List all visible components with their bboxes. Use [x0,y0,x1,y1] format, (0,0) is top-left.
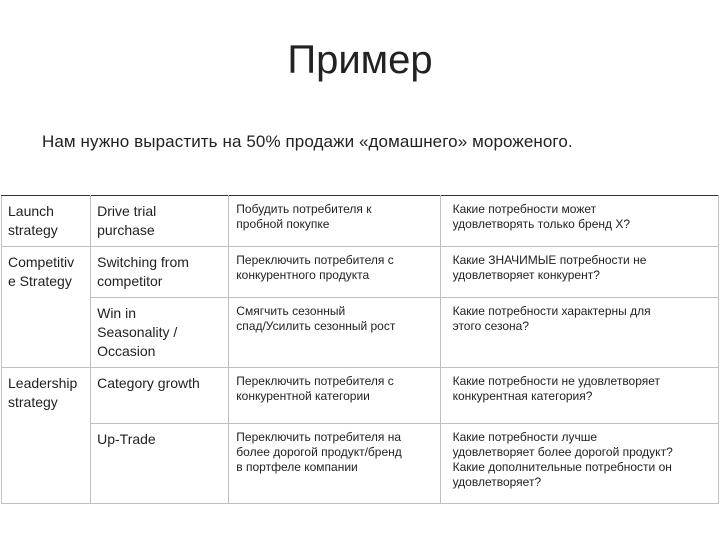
tactic-cell [91,368,229,424]
action-cell [229,368,440,424]
strategy-label: Competitiv e Strategy [8,254,75,289]
question-text: Какие потребности лучше удовлетворяет более дорогой продукт? Какие дополнительные потребности он удовлетворяет? [452,430,673,489]
action-text: Переключить потребителя на более дорогой продукт/бренд в портфеле компании [236,430,402,474]
tactic-cell [91,298,229,368]
table-row [2,196,719,247]
question-text: Какие потребности характерны для этого сезона? [452,304,651,333]
question-text: Какие потребности может удовлетворять только бренд Х? [452,202,631,231]
action-text: Переключить потребителя с конкурентной категории [236,374,394,403]
tactic-label: Win in Seasonality / Occasion [97,305,178,359]
tactic-cell [91,247,229,298]
strategy-label: Launch strategy [8,203,58,238]
action-text: Переключить потребителя с конкурентного продукта [236,253,394,282]
tactic-label: Up-Trade [97,431,156,447]
slide-title: Пример [287,38,433,82]
action-text: Смягчить сезонный спад/Усилить сезонный рост [236,304,396,333]
table-row [2,424,719,504]
table-row [2,247,719,298]
strategy-cell [2,196,91,247]
question-cell [440,424,718,504]
action-text: Побудить потребителя к пробной покупке [236,202,372,231]
tactic-cell [91,424,229,504]
table-row [2,368,719,424]
action-cell [229,424,440,504]
tactic-label: Switching from competitor [97,254,189,289]
question-cell [440,247,718,298]
strategy-cell [2,368,91,504]
strategy-cell [2,247,91,368]
action-cell [229,196,440,247]
slide-subtitle: Нам нужно вырастить на 50% продажи «домашнего» мороженого. [42,132,573,151]
question-cell [440,298,718,368]
tactic-cell [91,196,229,247]
action-cell [229,247,440,298]
action-cell [229,298,440,368]
question-text: Какие ЗНАЧИМЫЕ потребности не удовлетворяет конкурент? [452,253,647,282]
question-cell [440,368,718,424]
tactic-label: Drive trial purchase [97,203,157,238]
question-text: Какие потребности не удовлетворяет конкурентная категория? [452,374,661,403]
tactic-label: Category growth [97,375,200,391]
strategy-label: Leadership strategy [8,375,78,410]
question-cell [440,196,718,247]
strategy-table [1,195,719,504]
table-row [2,298,719,368]
